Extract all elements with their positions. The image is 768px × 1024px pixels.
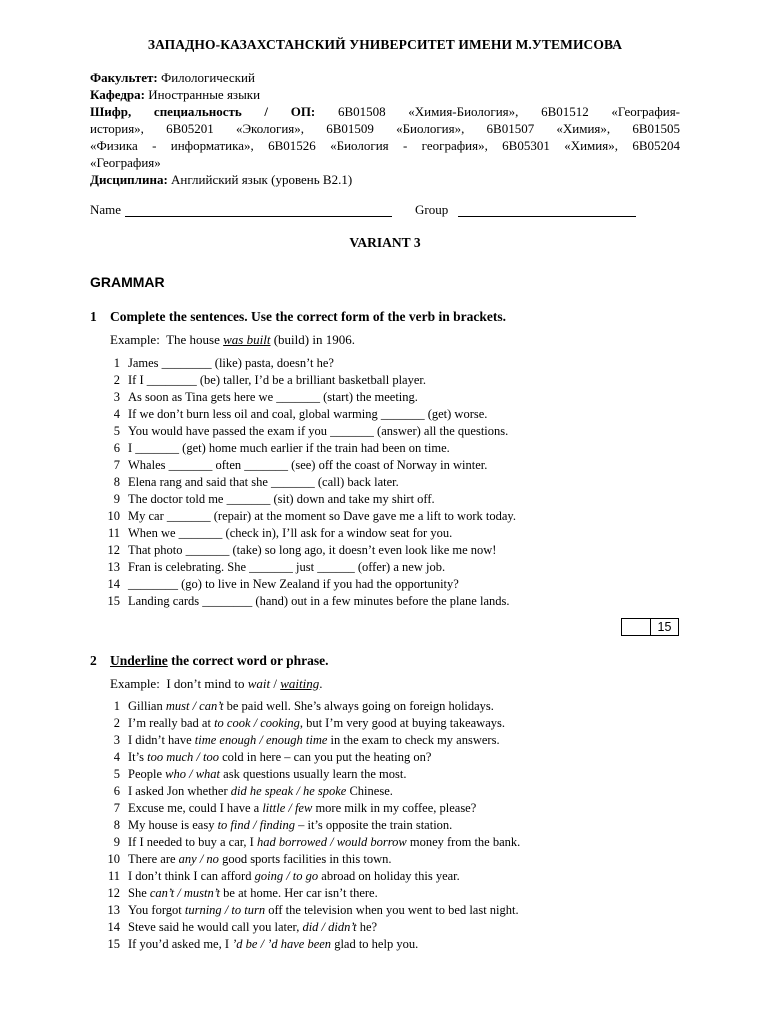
task-2-item (100, 919, 700, 936)
code-line-1: 6В01508 «Химия-Биология», 6В01512 «География- (315, 104, 681, 119)
example-option-2: waiting (280, 676, 320, 691)
faculty-label: Факультет: (90, 70, 158, 85)
answer-options[interactable]: can’t / mustn’t (149, 886, 221, 900)
item-text: ________ (go) to live in New Zealand if you had the opportunity? (128, 577, 459, 591)
task-2-instruction: the correct word or phrase. (167, 653, 329, 668)
item-number: 7 (113, 458, 120, 472)
task-2-item (100, 715, 700, 732)
item-number: 14 (107, 920, 120, 934)
variant-title: VARIANT 3 (349, 235, 421, 250)
score-max: 15 (650, 619, 678, 635)
university-title: ЗАПАДНО-КАЗАХСТАНСКИЙ УНИВЕРСИТЕТ ИМЕНИ М.УТЕМИСОВА (147, 37, 623, 52)
item-number: 5 (113, 767, 120, 781)
answer-options[interactable]: did he speak / he spoke (230, 784, 347, 798)
example-text-end: . (319, 676, 323, 691)
task-1-item (100, 559, 700, 576)
item-number: 1 (113, 699, 120, 713)
answer-options[interactable]: little / few (262, 801, 313, 815)
item-text: be paid well. She’s always going on foreign holidays. (223, 699, 494, 713)
code-row-3: «Физика - информатика», 6В01526 «Биология - география», 6В05301 «Химия», 6В05204 (90, 138, 680, 153)
item-number: 12 (107, 886, 120, 900)
item-number: 6 (113, 784, 120, 798)
item-number: 4 (113, 750, 120, 764)
course-info (90, 69, 680, 188)
item-text: That photo _______ (take) so long ago, it doesn’t even look like me now! (128, 543, 497, 557)
item-number: 2 (113, 373, 120, 387)
task-1-item (100, 576, 700, 593)
item-text: If we don’t burn less oil and coal, global warming _______ (get) worse. (128, 407, 488, 421)
item-number: 8 (113, 818, 120, 832)
task-1-number: 1 (90, 309, 97, 324)
item-text: , but I’m very good at buying takeaways. (299, 716, 505, 730)
department-row (90, 86, 680, 103)
student-fields (90, 202, 690, 220)
task-1-item (100, 406, 700, 423)
group-label: Group (415, 202, 449, 217)
answer-options[interactable]: who / what (165, 767, 221, 781)
code-row-4: «География» (90, 155, 161, 170)
answer-options[interactable]: did / didn’t (302, 920, 357, 934)
example-label: Example: (110, 332, 160, 347)
task-1-item (100, 440, 700, 457)
item-text: Steve said he would call you later, (128, 920, 303, 934)
discipline-row (90, 171, 680, 188)
item-number: 1 (113, 356, 120, 370)
faculty-row (90, 69, 680, 86)
item-text: in the exam to check my answers. (327, 733, 500, 747)
item-number: 15 (107, 594, 120, 608)
item-text: The doctor told me _______ (sit) down and take my shirt off. (128, 492, 435, 506)
item-text: Whales _______ often _______ (see) off the coast of Norway in winter. (128, 458, 488, 472)
department-value: Иностранные языки (144, 87, 261, 102)
task-2-item (100, 885, 700, 902)
code-row-2: история», 6В05201 «Экология», 6В01509 «Биология», 6В01507 «Химия», 6В01505 (90, 121, 680, 136)
item-text: off the television when you went to bed last night. (265, 903, 519, 917)
item-number: 9 (113, 492, 120, 506)
name-label: Name (90, 202, 122, 217)
item-number: 14 (107, 577, 120, 591)
example-text-end: (build) in 1906. (270, 332, 355, 347)
item-text: If I needed to buy a car, I (128, 835, 257, 849)
task-2-item (100, 834, 700, 851)
task-1-item (100, 508, 700, 525)
answer-options[interactable]: must / can’t (165, 699, 224, 713)
item-number: 11 (107, 526, 120, 540)
item-number: 4 (113, 407, 120, 421)
example-text-start: The house (166, 332, 224, 347)
answer-options[interactable]: time enough / enough time (194, 733, 328, 747)
item-number: 11 (107, 869, 120, 883)
item-text: glad to help you. (331, 937, 419, 951)
item-text: Excuse me, could I have a (128, 801, 263, 815)
answer-options[interactable]: ’d be / ’d have been (232, 937, 332, 951)
item-number: 3 (113, 390, 120, 404)
answer-options[interactable]: to cook / cooking (214, 716, 300, 730)
answer-options[interactable]: had borrowed / would borrow (256, 835, 407, 849)
example-separator: / (270, 676, 281, 691)
answer-options[interactable]: turning / to turn (184, 903, 266, 917)
task-2-instruction-underlined: Underline (110, 653, 168, 668)
item-text: As soon as Tina gets here we _______ (start) the meeting. (128, 390, 418, 404)
item-text: There are (128, 852, 179, 866)
item-number: 10 (107, 852, 120, 866)
item-text: When we _______ (check in), I’ll ask for a window seat for you. (128, 526, 453, 540)
task-1-item (100, 372, 700, 389)
item-text: he? (356, 920, 378, 934)
example-label: Example: (110, 676, 160, 691)
item-number: 10 (107, 509, 120, 523)
task-2-item (100, 732, 700, 749)
task-1-item (100, 593, 700, 610)
code-label: Шифр, специальность / ОП: (90, 104, 316, 119)
item-text: I don’t think I can afford (128, 869, 255, 883)
task-1-item (100, 389, 700, 406)
item-text: Gillian (128, 699, 166, 713)
group-field[interactable] (458, 216, 636, 217)
code-row (90, 103, 680, 120)
task-1-heading (90, 309, 506, 325)
item-text: – it’s opposite the train station. (295, 818, 453, 832)
score-box (621, 618, 679, 636)
section-title: GRAMMAR (90, 274, 165, 290)
task-2-example (110, 676, 323, 692)
answer-options[interactable]: too much / too (147, 750, 219, 764)
item-number: 9 (113, 835, 120, 849)
name-field[interactable] (125, 216, 392, 217)
item-text: I asked Jon whether (128, 784, 231, 798)
task-1-item (100, 423, 700, 440)
answer-options[interactable]: going / to go (254, 869, 319, 883)
task-2-heading (90, 653, 328, 669)
item-number: 15 (107, 937, 120, 951)
item-text: It’s (128, 750, 148, 764)
task-2-item (100, 800, 700, 817)
answer-options[interactable]: to find / finding (217, 818, 296, 832)
item-number: 7 (113, 801, 120, 815)
item-number: 5 (113, 424, 120, 438)
task-2-item (100, 851, 700, 868)
discipline-label: Дисциплина: (90, 172, 168, 187)
item-text: cold in here – can you put the heating on? (218, 750, 432, 764)
task-2-item (100, 698, 700, 715)
item-text: People (128, 767, 166, 781)
item-text: She (128, 886, 150, 900)
item-number: 8 (113, 475, 120, 489)
task-2-item (100, 902, 700, 919)
item-text: James ________ (like) pasta, doesn’t he? (128, 356, 334, 370)
item-text: If I ________ (be) taller, I’d be a brilliant basketball player. (128, 373, 427, 387)
task-1-list (100, 355, 700, 610)
item-text: I’m really bad at (128, 716, 215, 730)
example-option-1: wait (247, 676, 271, 691)
item-text: more milk in my coffee, please? (312, 801, 477, 815)
task-2-number: 2 (90, 653, 97, 668)
task-1-example (110, 332, 355, 348)
item-text: Elena rang and said that she _______ (call) back later. (128, 475, 399, 489)
item-text: I didn’t have (128, 733, 195, 747)
item-text: I _______ (get) home much earlier if the train had been on time. (128, 441, 450, 455)
task-1-item (100, 491, 700, 508)
example-answer: was built (223, 332, 271, 347)
task-2-item (100, 936, 700, 953)
item-text: You forgot (128, 903, 185, 917)
task-2-item (100, 783, 700, 800)
task-2-list (100, 698, 700, 953)
item-number: 3 (113, 733, 120, 747)
discipline-value: Английский язык (уровень В2.1) (167, 172, 353, 187)
item-text: be at home. Her car isn’t there. (220, 886, 378, 900)
item-text: Chinese. (346, 784, 393, 798)
item-text: You would have passed the exam if you _______ (answer) all the questions. (128, 424, 509, 438)
item-text: abroad on holiday this year. (318, 869, 460, 883)
item-number: 13 (107, 560, 120, 574)
item-text: If you’d asked me, I (128, 937, 233, 951)
item-text: ask questions usually learn the most. (220, 767, 407, 781)
task-1-item (100, 542, 700, 559)
task-1-item (100, 474, 700, 491)
example-text-start: I don’t mind to (166, 676, 248, 691)
task-2-item (100, 766, 700, 783)
item-text: My car _______ (repair) at the moment so Dave gave me a lift to work today. (128, 509, 516, 523)
answer-options[interactable]: any / no (178, 852, 219, 866)
task-1-item (100, 525, 700, 542)
faculty-value: Филологический (157, 70, 255, 85)
task-2-item (100, 868, 700, 885)
item-text: money from the bank. (406, 835, 521, 849)
item-number: 13 (107, 903, 120, 917)
task-2-item (100, 749, 700, 766)
task-2-item (100, 817, 700, 834)
department-label: Кафедра: (90, 87, 145, 102)
item-text: Landing cards ________ (hand) out in a few minutes before the plane lands. (128, 594, 510, 608)
item-text: Fran is celebrating. She _______ just ______ (offer) a new job. (128, 560, 446, 574)
item-number: 12 (107, 543, 120, 557)
task-1-item (100, 355, 700, 372)
task-1-item (100, 457, 700, 474)
item-number: 6 (113, 441, 120, 455)
item-text: My house is easy (128, 818, 218, 832)
item-number: 2 (113, 716, 120, 730)
item-text: good sports facilities in this town. (218, 852, 392, 866)
task-1-instruction: Complete the sentences. Use the correct form of the verb in brackets. (110, 309, 507, 324)
